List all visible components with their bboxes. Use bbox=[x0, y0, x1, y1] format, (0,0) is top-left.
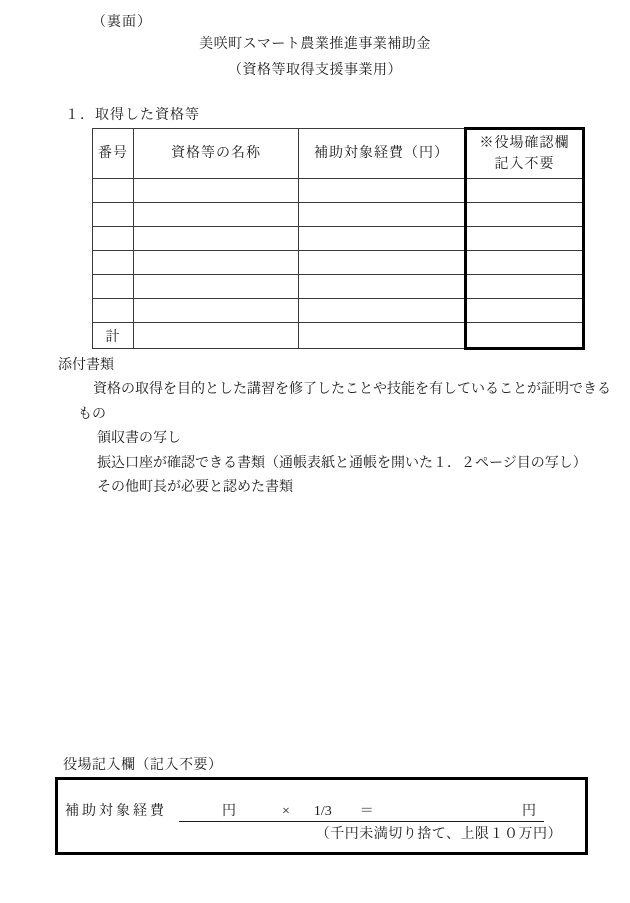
table-row bbox=[93, 275, 584, 299]
empty-cell bbox=[466, 179, 584, 203]
table-row bbox=[93, 179, 584, 203]
header-number: 番号 bbox=[93, 129, 134, 179]
empty-cell bbox=[134, 275, 299, 299]
office-entry-section-label: 役場記入欄（記入不要） bbox=[63, 758, 223, 773]
empty-cell bbox=[134, 323, 299, 349]
yen-unit: 円 bbox=[222, 804, 236, 819]
table-row bbox=[93, 227, 584, 251]
empty-cell bbox=[299, 323, 466, 349]
empty-cell bbox=[134, 203, 299, 227]
attachment-item-continuation: もの bbox=[78, 406, 106, 422]
formula-fill-line bbox=[179, 800, 544, 822]
empty-cell bbox=[134, 251, 299, 275]
empty-cell bbox=[299, 227, 466, 251]
empty-cell bbox=[93, 299, 134, 323]
empty-cell bbox=[134, 227, 299, 251]
attachment-item: その他町長が必要と認めた書類 bbox=[97, 480, 293, 496]
empty-cell bbox=[466, 275, 584, 299]
total-row-label: 計 bbox=[93, 323, 134, 349]
header-subsidized-expense: 補助対象経費（円） bbox=[299, 129, 466, 179]
table-header-row bbox=[93, 129, 584, 179]
table-row bbox=[93, 203, 584, 227]
empty-cell bbox=[93, 251, 134, 275]
qualifications-table-body bbox=[93, 179, 584, 323]
empty-cell bbox=[466, 323, 584, 349]
attachments-section bbox=[0, 354, 630, 500]
empty-cell bbox=[466, 251, 584, 275]
attachment-item: 振込口座が確認できる書類（通帳表紙と通帳を開いた１．２ページ目の写し） bbox=[97, 455, 587, 471]
header-office-check-line2: 記入不要 bbox=[494, 157, 555, 172]
empty-cell bbox=[93, 227, 134, 251]
page-title: 美咲町スマート農業推進事業補助金 bbox=[199, 37, 431, 52]
rounding-note: （千円未満切り捨て、上限１０万円） bbox=[315, 827, 562, 842]
back-side-label: （裏面） bbox=[92, 15, 152, 30]
attachment-item: 資格の取得を目的とした講習を修了したことや技能を有していることが証明できる bbox=[93, 382, 611, 398]
yen-unit: 円 bbox=[522, 804, 536, 819]
header-office-check-line1: ※役場確認欄 bbox=[479, 136, 570, 151]
empty-cell bbox=[134, 299, 299, 323]
attachments-heading: 添付書類 bbox=[58, 358, 114, 373]
empty-cell bbox=[299, 203, 466, 227]
equals-sign: ＝ bbox=[359, 804, 374, 819]
qualifications-table bbox=[92, 127, 585, 350]
empty-cell bbox=[466, 227, 584, 251]
empty-cell bbox=[93, 275, 134, 299]
empty-cell bbox=[299, 275, 466, 299]
office-entry-box bbox=[55, 777, 588, 855]
fraction-one-third: 1/3 bbox=[313, 804, 332, 819]
expense-formula bbox=[58, 800, 585, 822]
empty-cell bbox=[93, 179, 134, 203]
table-row bbox=[93, 251, 584, 275]
empty-cell bbox=[93, 203, 134, 227]
qualifications-table-wrapper bbox=[92, 127, 585, 350]
empty-cell bbox=[466, 299, 584, 323]
section-heading-acquired-qualifications: １．取得した資格等 bbox=[65, 108, 200, 123]
empty-cell bbox=[299, 299, 466, 323]
page-subtitle: （資格等取得支援事業用） bbox=[228, 63, 402, 78]
empty-cell bbox=[466, 203, 584, 227]
header-qualification-name: 資格等の名称 bbox=[134, 129, 299, 179]
formula-expense-label: 補助対象経費 bbox=[65, 804, 167, 819]
total-row bbox=[93, 323, 584, 349]
attachment-item: 領収書の写し bbox=[97, 431, 181, 447]
empty-cell bbox=[299, 251, 466, 275]
multiplication-sign: × bbox=[282, 804, 290, 819]
table-row bbox=[93, 299, 584, 323]
header-office-check bbox=[466, 129, 584, 179]
empty-cell bbox=[299, 179, 466, 203]
empty-cell bbox=[134, 179, 299, 203]
